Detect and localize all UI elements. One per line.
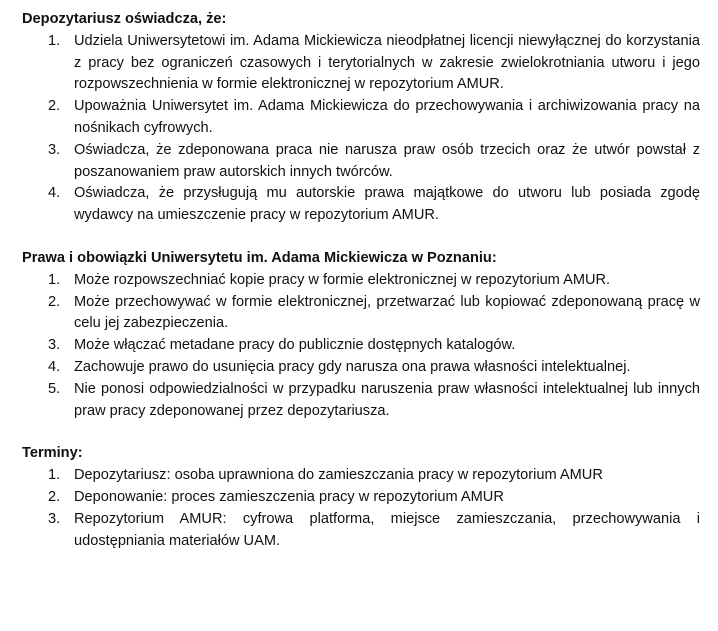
list-item-text: Nie ponosi odpowiedzialności w przypadku naruszenia praw własności intelektualnej lub innych praw pracy zdeponowanej przez depozytariusza. <box>74 380 700 419</box>
section-depositor-declarations <box>22 9 700 227</box>
list-item <box>22 292 700 336</box>
list-item-text: Może rozpowszechniać kopie pracy w formie elektronicznej w repozytorium AMUR. <box>74 271 611 288</box>
list-item-text: Zachowuje prawo do usunięcia pracy gdy narusza ona prawa własności intelektualnej. <box>74 358 631 375</box>
list-item <box>22 96 700 140</box>
list-item <box>22 509 700 553</box>
section-heading: Prawa i obowiązki Uniwersytetu im. Adama Mickiewicza w Poznaniu: <box>22 249 497 266</box>
list-item-number: 2. <box>48 488 61 505</box>
list-item-number: 3. <box>48 510 61 527</box>
section-heading: Depozytariusz oświadcza, że: <box>22 11 227 27</box>
numbered-list <box>22 465 700 552</box>
section-heading: Terminy: <box>22 445 83 462</box>
list-item-number: 1. <box>48 271 61 288</box>
list-item <box>22 183 700 227</box>
list-item-text: Oświadcza, że zdeponowana praca nie narusza praw osób trzecich oraz że utwór powstał z poszanowaniem praw autorskich innych twórców. <box>74 141 700 180</box>
numbered-list <box>22 270 700 423</box>
list-item <box>22 31 700 96</box>
list-item-text: Udziela Uniwersytetowi im. Adama Mickiewicza nieodpłatnej licencji niewyłącznej do korzystania z pracy bez ograniczeń czasowych i terytorialnych w zakresie zwielokrotniania utworu i jego rozpowszechnienia w formie elektronicznej w repozytorium AMUR. <box>74 32 700 93</box>
list-item-text: Repozytorium AMUR: cyfrowa platforma, miejsce zamieszczania, przechowywania i udostępniania materiałów UAM. <box>74 510 700 549</box>
list-item-number: 2. <box>48 98 61 115</box>
list-item <box>22 379 700 423</box>
list-item-number: 4. <box>48 185 61 202</box>
list-item-number: 1. <box>48 32 61 49</box>
list-item-text: Może włączać metadane pracy do publicznie dostępnych katalogów. <box>74 337 516 354</box>
list-item <box>22 465 700 487</box>
list-item-text: Depozytariusz: osoba uprawniona do zamieszczania pracy w repozytorium AMUR <box>74 467 603 484</box>
list-item-number: 3. <box>48 337 61 354</box>
list-item <box>22 140 700 184</box>
section-university-rights <box>22 248 700 422</box>
list-item-text: Upoważnia Uniwersytet im. Adama Mickiewicza do przechowywania i archiwizowania pracy na nośnikach cyfrowych. <box>74 98 700 136</box>
list-item-number: 4. <box>48 358 61 375</box>
list-item-text: Może przechowywać w formie elektronicznej, przetwarzać lub kopiować zdeponowaną pracę w celu jej zabezpieczenia. <box>74 293 700 332</box>
list-item <box>22 335 700 357</box>
list-item-number: 2. <box>48 293 61 310</box>
list-item <box>22 357 700 379</box>
numbered-list <box>22 31 700 227</box>
list-item-text: Deponowanie: proces zamieszczenia pracy w repozytorium AMUR <box>74 488 504 505</box>
list-item <box>22 487 700 509</box>
list-item <box>22 270 700 292</box>
list-item-number: 5. <box>48 380 61 397</box>
list-item-number: 1. <box>48 467 61 484</box>
list-item-number: 3. <box>48 141 61 158</box>
list-item-text: Oświadcza, że przysługują mu autorskie prawa majątkowe do utworu lub posiada zgodę wydawcy na umieszczenie pracy w repozytorium AMUR. <box>74 185 700 224</box>
section-terms <box>22 443 700 552</box>
